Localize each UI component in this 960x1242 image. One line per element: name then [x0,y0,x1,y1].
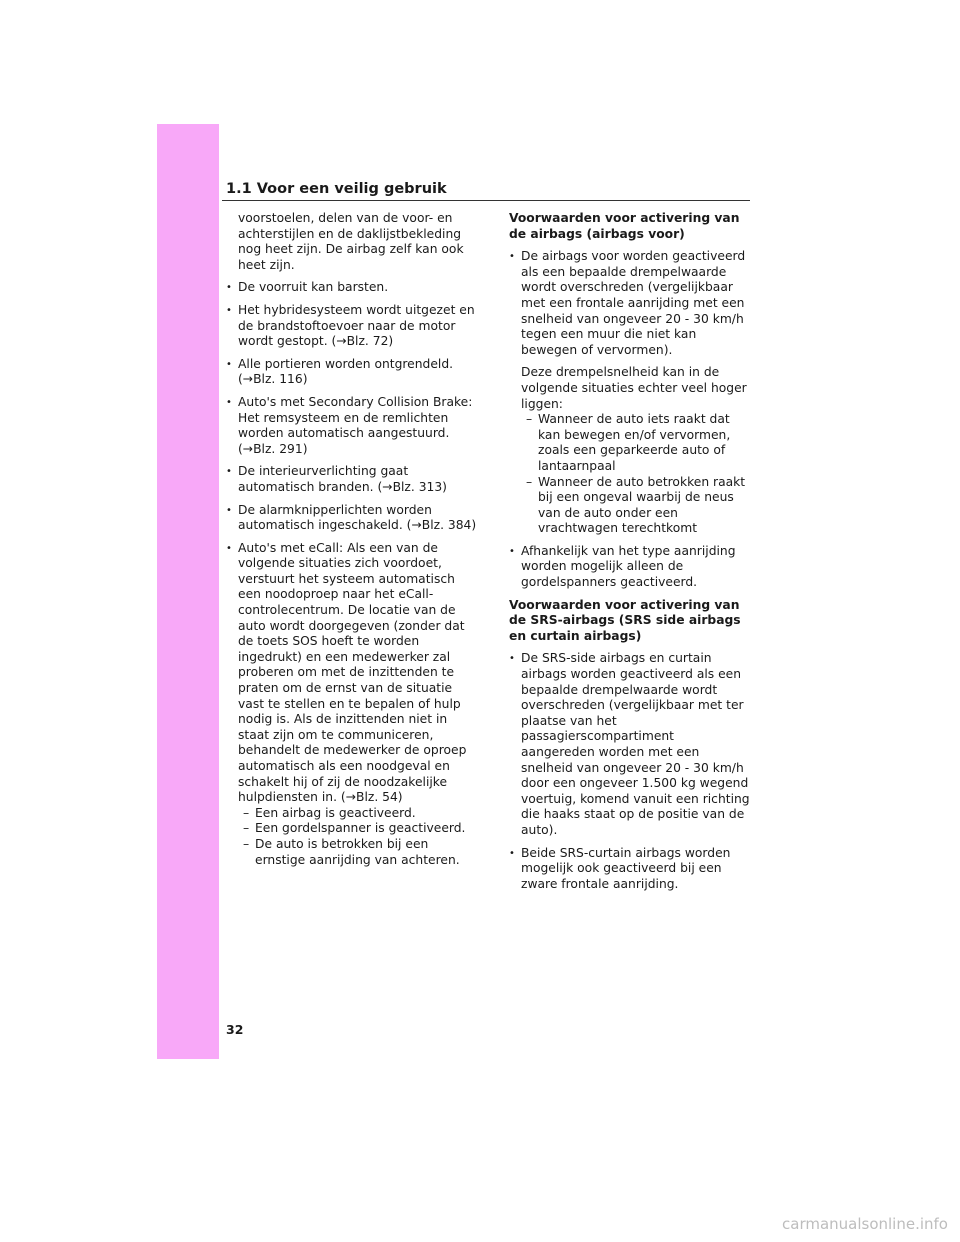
bullet-item [509,249,751,537]
bullet-text: • De airbags voor worden geactiveerd als een bepaalde drempelwaarde wordt overschreden (vergelijkbaar met een frontale aanrijding met een snelheid van ongeveer 20 - 30 km/h tegen een muur die niet kan bewegen of vervormen). [521,249,746,357]
continuation-text: voorstoelen, delen van de voor- en achterstijlen en de daklijstbekleding nog heet zijn. De airbag zelf kan ook heet zijn. [238,211,464,272]
bullet-item: • Afhankelijk van het type aanrijding worden mogelijk alleen de gordelspanners geactiveerd. [509,544,751,591]
subheading-srs-airbags: Voorwaarden voor activering van de SRS-airbags (SRS side airbags en curtain airbags) [509,597,741,643]
bullet-item: • Auto's met Secondary Collision Brake: Het remsysteem en de remlichten worden automatisch aangestuurd. (→Blz. 291) [226,395,481,457]
dash-item: – Wanneer de auto iets raakt dat kan bewegen en/of vervormen, zoals een geparkeerde auto of lantaarnpaal [521,412,751,474]
left-column [226,211,481,875]
page-number: 32 [226,1022,244,1037]
dash-item: – De auto is betrokken bij een ernstige aanrijding van achteren. [238,837,481,868]
ecall-bullet [226,541,481,868]
bullet-item: • Beide SRS-curtain airbags worden mogelijk ook geactiveerd bij een zware frontale aanrijding. [509,846,751,893]
bullet-item: • Alle portieren worden ontgrendeld. (→Blz. 116) [226,357,481,388]
dash-item: – Een gordelspanner is geactiveerd. [238,821,481,837]
dash-item: – Een airbag is geactiveerd. [238,806,481,822]
title-divider [222,200,750,201]
bullet-item: • De interieurverlichting gaat automatisch branden. (→Blz. 313) [226,464,481,495]
bullet-item: • De alarmknipperlichten worden automatisch ingeschakeld. (→Blz. 384) [226,503,481,534]
dash-item: – Wanneer de auto betrokken raakt bij een ongeval waarbij de neus van de auto onder een vrachtwagen terechtkomt [521,475,751,537]
ecall-text: • Auto's met eCall: Als een van de volgende situaties zich voordoet, verstuurt het systeem automatisch een noodoproep naar het eCall-controlecentrum. De locatie van de auto wordt doorgegeven (zonder dat de toets SOS hoeft te worden ingedrukt) en een medewerker zal proberen om met de inzittenden te praten om de ernst van de situatie vast te stellen en te bepalen of hulp nodig is. Als de inzittenden niet in staat zijn om te communiceren, behandelt de medewerker de oproep automatisch als een noodgeval en schakelt hij of zij de noodzakelijke hulpdiensten in. (→Blz. 54) [238,540,467,805]
chapter-color-tab [157,124,219,1059]
bullet-item: • De SRS-side airbags en curtain airbags worden geactiveerd als een bepaalde drempelwaarde wordt overschreden (vergelijkbaar met ter plaatse van het passagierscompartiment aangereden worden met een snelheid van ongeveer 20 - 30 km/h door een ongeveer 1.500 kg wegend voertuig, komend vanuit een richting die haaks staat op de positie van de auto). [509,651,751,838]
section-title: 1.1 Voor een veilig gebruik [226,181,447,197]
right-column [509,211,751,899]
bullet-note: Deze drempelsnelheid kan in de volgende situaties echter veel hoger liggen: [521,365,747,411]
watermark: carmanualsonline.info [782,1215,948,1233]
subheading-front-airbags: Voorwaarden voor activering van de airbags (airbags voor) [509,211,740,241]
bullet-item: • De voorruit kan barsten. [226,280,481,296]
bullet-item: • Het hybridesysteem wordt uitgezet en de brandstoftoevoer naar de motor wordt gestopt. (→Blz. 72) [226,303,481,350]
